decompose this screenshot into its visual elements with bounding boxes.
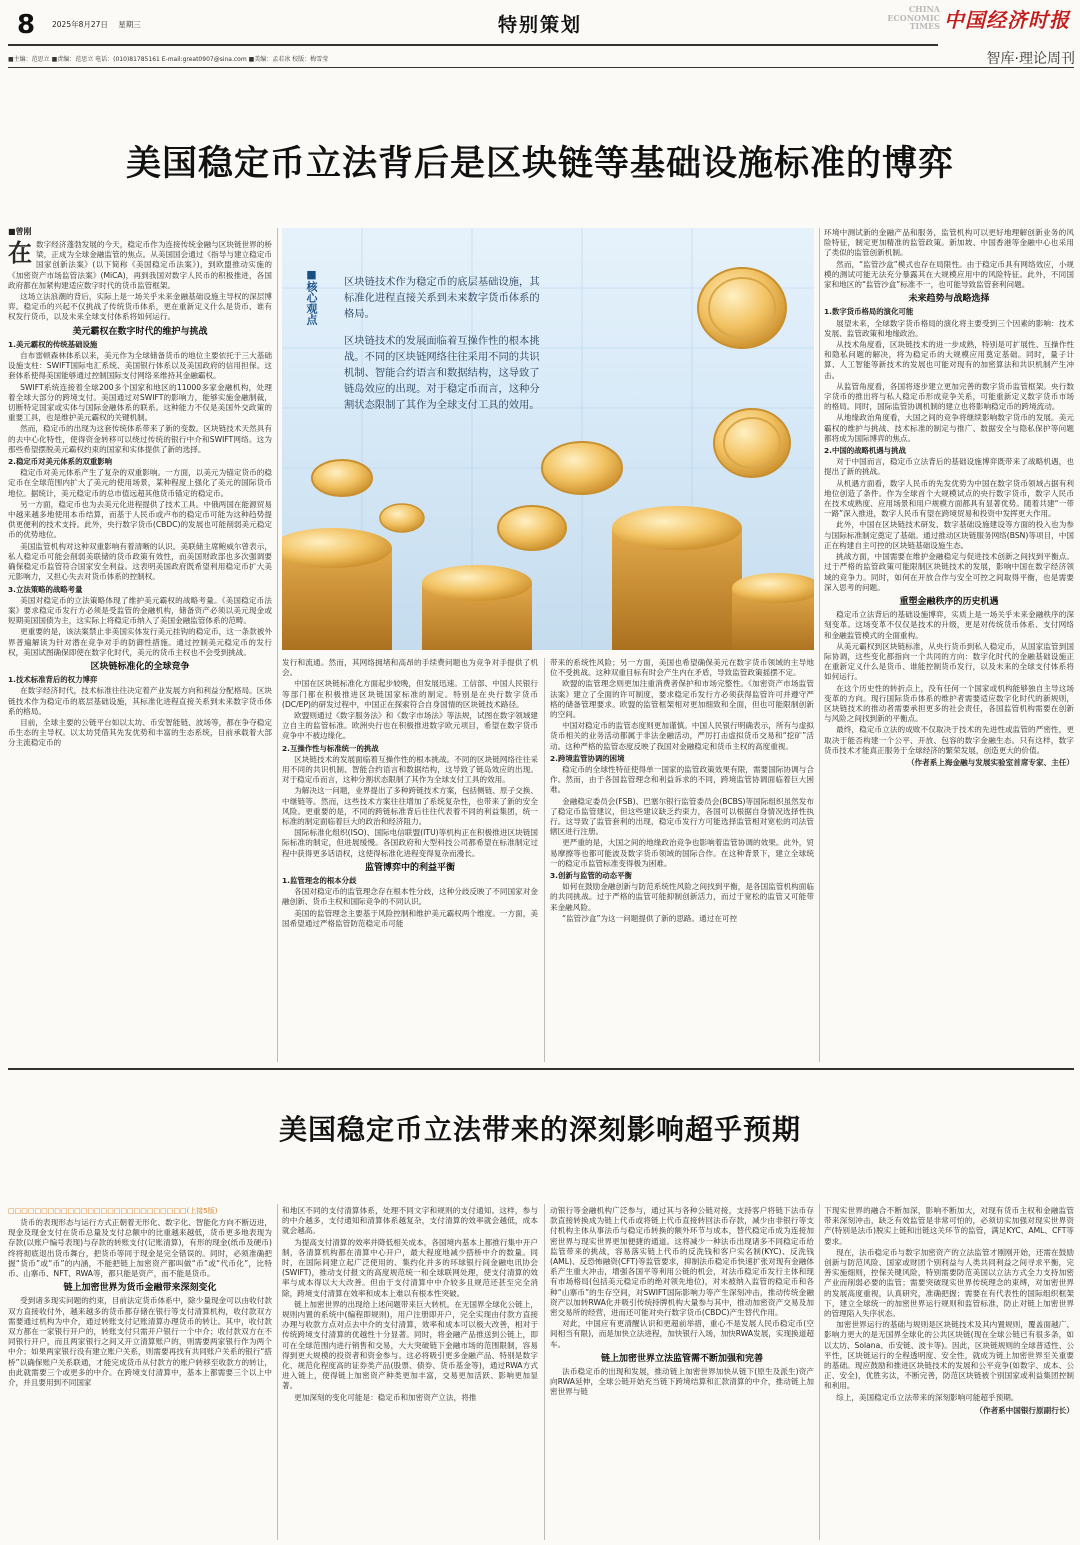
paragraph: 现在，法币稳定币与数字加密资产的立法监管才刚刚开始，还需在鼓励创新与防范风险、国家或财团个别利益与人类共同利益之间寻求平衡，完善实施细则，控保关键风险，特别需要防范美国以立法方式全力支持加密产业而削弱必要的监管；需要突破现实世界传统理念的束缚，对加密世界的发展高度重视，认真研究，准确把握；需要在有代表性的国际组织框架下，建立全球统一的加密世界运行规则和监管标准，防止对链上加密世界的管理陷入失序状态。 [824,1247,1074,1319]
article-2-column-3 [550,1206,814,1540]
issue-date [52,19,141,30]
paragraph: 国际标准化组织(ISO)、国际电信联盟(ITU)等机构正在积极推进区块链国际标准的制定，但进展缓慢。各国政府和大型科技公司都希望在标准制定过程中获得更多话语权，这使得标准化进程变得复杂而漫长。 [282,828,538,858]
paragraph: 在这个历史性的转折点上，没有任何一个国家或机构能够独自主导这场变革的方向。现行国际货币体系的维护者需要适应数字化时代的新规则，区块链技术的推动者需要承担更多的社会责任，各国监管机构需要在创新与风险之间找到新的平衡点。 [824,683,1074,724]
paragraph: 稳定币对美元体系产生了复杂的双重影响。一方面，以美元为锚定货币的稳定币在全球范围内扩大了美元的使用场景，某种程度上强化了美元的国际货币地位。据统计，美元稳定币的总市值远超其他货币锚定的稳定币。 [8,468,272,498]
paragraph: 欧盟的监管理念则更加注重消费者保护和市场完整性。《加密资产市场监管法案》建立了全面的许可制度，要求稳定币发行方必须获得监管许可并遵守严格的储备管理要求。欧盟的监管框架相对更加细致和全面，但也可能限制创新的空间。 [550,679,814,720]
column-divider [544,658,545,1062]
article-separator [8,1068,1074,1070]
core-viewpoint-para-1: 区块链技术作为稳定币的底层基础设施，其标准化进程直接关系到未来数字货币体系的格局。 [344,276,540,321]
paragraph: 中国在区块链标准化方面起步较晚，但发展迅速。工信部、中国人民银行等部门都在积极推进区块链国家标准的制定。特别是在央行数字货币(DC/EP)的研发过程中，中国正在探索符合自身国情的区块链技术路径。 [282,679,538,709]
article-1-column-2 [282,658,538,1062]
core-viewpoint-tag [304,268,326,325]
section-heading: 重塑金融秩序的历史机遇 [899,596,999,607]
paragraph: 货币的表现形态与运行方式正朝着无形化、数字化、智能化方向不断迈进，现金及现金支付在货币总量及支付总额中的比重越来越低，货币更多地表现为存款(以账户编号表现)与存款的转账支付(记账清算)，有形的现金(纸币及硬币)终将彻底退出货币舞台，把货币等同于现金是完全错误的。同时，必须准确把握“货币”或“币”的内涵，不能把链上加密资产都叫做“币”或“代币化”，比特币、山寨币、NFT、RWA等，都只能是资产，而不能是货币。 [8,1218,272,1279]
paragraph: 欧盟则通过《数字服务法》和《数字市场法》等法规，试图在数字领域建立自主的监管标准。欧洲央行也在积极推进数字欧元项目，希望在数字货币竞争中不被边缘化。 [282,711,538,741]
paragraph: 受到诸多现实问题的约束，目前法定货币体系中，除少量现金可以由收付款双方直接收付外，越来越多的货币都存储在银行等支付清算机构，收付款双方需要通过机构为中介，通过转账支付记账清算办理货币的转让。其中，收付款双方都在一家银行开户的，转账支付只需开户银行一个中介；收付款双方在不同银行开户，而且两家银行之间又开立清算账户的，则需要两家银行作为两个中介；如果两家银行没有建立账户关系，则需要再找有共同账户关系的银行“搭桥”以确保账户关系联通，才能完成货币从付款方的账户转移至收款方的转让，由此就需要三个或更多的中介。在跨境支付清算中，基本上都需要三个以上中介，并且要用到不同国家 [8,1296,272,1388]
paragraph: 然而，“监管沙盒”模式也存在局限性。由于稳定币具有网络效应，小规模的测试可能无法充分暴露其在大规模应用中的风险特征。此外，不同国家和地区的“监管沙盒”标准不一，也可能导致监管套利问题。 [824,259,1074,290]
paragraph: 为解决这一问题，业界提出了多种跨链技术方案，包括侧链、原子交换、中继链等。然而，这些技术方案往往增加了系统复杂性，也带来了新的安全风险。更重要的是，不同的跨链标准背后往往代表着不同的利益集团，统一标准的制定面临着巨大的政治和经济阻力。 [282,786,538,827]
date-text: 2025年8月27日 [52,20,108,29]
paragraph: 此外，中国在区块链技术研发、数字基础设施建设等方面的投入也为参与国际标准制定奠定了基础。通过推动区块链服务网络(BSN)等项目，中国正在构建自主可控的区块链基础设施生态。 [824,520,1074,550]
paragraph: 区块链技术的发展面临着互操作性的根本挑战。不同的区块链网络往往采用不同的共识机制、智能合约语言和数据结构，这导致了链岛效应的出现。对于稳定币而言，这种分割状态限制了其作为全球支付工具的效用。 [282,754,538,785]
dropcap: 在 [8,240,32,267]
column-divider [544,1204,545,1540]
paragraph: 各国对稳定币的监管理念存在根本性分歧，这种分歧反映了不同国家对金融创新、货币主权和国际竞争的不同认识。 [282,887,538,907]
english-logo [876,5,940,31]
column-divider [277,1204,278,1540]
paragraph: 和地区不同的支付清算体系，处理不同文字和规则的支付通知。这样，参与的中介越多，支付通知和清算体系越复杂，支付清算的效率就会越低，成本就会越高。 [282,1206,538,1236]
paragraph: 动银行等金融机构广泛参与，通过其与各种公链对接，支持客户将链下法币存款直接转换成为链上代币或将链上代币直接转回法币存款，减少由非银行等支付机构主体从事法币与稳定币转换的额外环节与成本，替代稳定币成为连接加密世界与现实世界更加便捷的通道。这将减少一种法币出现诸多不同稳定币给监管带来的挑战，容易落实链上代币的反洗钱和客户实名制(KYC)、反洗钱(AML)、反恐怖融资(CFT)等监管要求，抑制法币稳定币快速扩张对现有金融体系产生重大冲击，增强各国平等利用公链的机会，对法币稳定币发行主体和现有市场格局(包括美元稳定币的绝对领先地位)，对未被纳入监管的稳定币和各种“山寨币”的生存空间，对SWIFT国际影响力等产生深刻冲击，推动传统金融资产以加转RWA化并吸引传统持牌机构大量参与其中，推动加密资产交易及加密交易所的经营，进而还可能对央行数字货币(CBDC)产生替代作用。 [550,1206,814,1318]
en-logo-line-2: ECONOMIC [887,12,940,23]
header-rule-2 [8,67,1074,68]
paragraph: 为提高支付清算的效率并降低相关成本，各国境内基本上都推行集中开户制，各清算机构都在清算中心开户，最大程度地减少搭桥中介的数量。同时，在国际间建立起广泛使用的、集约化并多的环球银行间金融电讯协会(SWIFT)，推动支付报文的高度规范统一和全球联网处理，使支付清算的效率与成本得以大大改善。但由于支付清算中中介较多且规范还甚至完全消除，跨境支付清算在效率和成本上难以有根本性突破。 [282,1237,538,1298]
column-divider [277,228,278,1062]
section-heading: 未来趋势与战略选择 [908,294,990,305]
subsection-heading: 2.互操作性与标准统一的挑战 [282,743,379,753]
paragraph: 环境中测试新的金融产品和服务，监管机构可以更好地理解创新业务的风险特征，制定更加精准的监管政策。新加坡、中国香港等金融中心也采用了类似的监管创新机制。 [824,228,1074,258]
paragraph: 自布雷顿森林体系以来，美元作为全球储备货币的地位主要依托于三大基础设施支柱：SWIFT国际电汇系统、美国银行体系以及美国政府的信用担保。这套体系使得美国能够通过控制国际支付网络来维持其金融霸权。 [8,351,272,381]
subsection-heading: 1.数字货币格局的演化可能 [824,307,914,317]
coin-stack-right [612,506,742,650]
column-divider [819,228,820,1062]
paragraph: 挑战方面，中国需要在维护金融稳定与促进技术创新之间找到平衡点。过于严格的监管政策可能限制区块链技术的发展，影响中国在数字经济领域的竞争力。同时，如何在开放合作与安全可控之间取得平衡，也是需要深入思考的问题。 [824,552,1074,592]
column-divider [819,1204,820,1540]
core-viewpoint-text [344,274,544,414]
paragraph: 从技术角度看，区块链技术的进一步成熟，特别是可扩展性、互操作性和隐私问题的解决，将为稳定币的大规模应用奠定基础。同时，量子计算、人工智能等新技术的发展也可能对现有的加密算法和共识机制产生冲击。 [824,340,1074,380]
subsection-heading: 1.技术标准背后的权力博弈 [8,675,98,685]
core-viewpoint-tag-text: ■核心观点 [305,268,318,325]
paragraph: 法币稳定币的出现和发展，推动链上加密世界加快从链下(原生及派生)资产向RWA延伸，全球公链开始充当链下跨境结算和汇款清算的中介，推动链上加密世界与链 [550,1367,814,1397]
section-heading: 链上加密世界立法监管需不断加强和完善 [600,1353,763,1364]
article-2-column-2 [282,1206,538,1540]
paragraph: 这场立法浪潮的背后，实际上是一场关乎未来金融基础设施主导权的深层博弈。稳定币的兴起不仅挑战了传统货币体系，更在重新定义什么是货币、谁有权发行货币，以及未来全球支付体系将如何运行。 [8,292,272,322]
supplement-title: 智库·理论周刊 [986,51,1075,67]
subsection-heading: 1.美元霸权的传统基础设施 [8,339,98,349]
paragraph: 更加深刻的变化可能是：稳定币和加密资产立法，将推 [294,1392,477,1402]
paragraph: SWIFT系统连接着全球200多个国家和地区的11000多家金融机构，处理着全球大部分的跨境支付。美国通过对SWIFT的影响力，能够实施金融制裁，切断特定国家或实体与国际金融体系的联系。这种能力不仅是美国外交政策的重要工具，也是维护美元霸权的关键机制。 [8,382,272,423]
paragraph: 加密世界运行的基础与规则是区块链技术及其内置规则，覆盖面越广、影响力更大的是无国界全球化的公共区块链(现在全球公链已有很多条，如以太坊、Solana、币安链、波卡等)。因此，区块链规则的全球普适性、公平性，区块链运行的全程透明度、安全性，就成为链上加密世界至关重要的基础。现应鼓励和推进区块链技术的发展和公平竞争(如数字、成本、公正、安全)，优胜劣汰，不断完善，防范区块链被个别国家或利益集团控制和利用。 [824,1320,1074,1391]
author-note: （作者系中国银行原副行长） [975,1405,1074,1415]
paragraph: 从机遇方面看，数字人民币的先发优势为中国在数字货币领域占据有利地位创造了条件。作为全球首个大规模试点的央行数字货币，数字人民币在技术成熟度、应用场景和用户规模方面都具有显著优势。随着共建“一带一路”深入推进，数字人民币有望在跨境贸易和投资中发挥更大作用。 [824,478,1074,519]
paragraph: 综上，美国稳定币立法带来的深刻影响可能超乎预期。 [836,1392,1019,1402]
newspaper-logo: 中国经济时报 [944,8,1070,32]
section-title: 特别策划 [497,14,582,36]
core-viewpoint-illustration [282,228,814,650]
paragraph: 稳定币的全球性特征使得单一国家的监管政策效果有限，需要国际协调与合作。然而，由于各国监管理念和利益诉求的不同，跨境监管协调面临着巨大困难。 [550,765,814,795]
article-1-column-3 [550,658,814,1062]
paragraph: 中国对稳定币的监管态度则更加谨慎。中国人民银行明确表示，所有与虚拟货币相关的业务活动都属于非法金融活动，严厉打击虚拟货币交易和“挖矿”活动。这种严格的监管态度反映了我国对金融稳定和货币主权的高度重视。 [550,721,814,751]
header-rule [8,44,938,46]
paragraph: 带来的系统性风险；另一方面，美国也希望确保美元在数字货币领域的主导地位不受挑战。这种双重目标有时会产生内在矛盾，导致监管政策摇摆不定。 [550,658,814,678]
article-1-column-4 [824,228,1074,1062]
subsection-heading: 3.创新与监管的动态平衡 [550,871,632,881]
en-logo-line-3: TIMES [909,21,940,31]
subsection-heading: 1.监管理念的根本分歧 [282,876,357,886]
credits-bar: ■主编：范思立 ■责编：范思立 电话：(010)81785161 E-mail:great0907@sina.com ■美编：孟若冰 校版：梅雪莹 [8,56,329,63]
article-2-column-1 [8,1218,272,1540]
core-viewpoint-para-2: 区块链技术的发展面临着互操作性的根本挑战。不同的区块链网络往往采用不同的共识机制、智能合约语言和数据结构，这导致了链岛效应的出现。对于稳定币而言，这种分割状态限制了其作为全球支付工具的效用。 [344,334,540,412]
subsection-heading: 2.跨境监管协调的困境 [550,753,625,763]
paragraph: 对此，中国应有更清醒认识和更超前举措，重心不是发展人民币稳定币(空间相当有限)，而是加快立法进程，加快银行入场，加快RWA发展，实现换道超车。 [550,1319,814,1349]
subsection-heading: 2.稳定币对美元体系的双重影响 [8,457,113,467]
paragraph: 发行和流通。然而，其网络拥堵和高昂的手续费问题也为竞争对手提供了机会。 [282,658,538,678]
paragraph: 更重要的是，该法案禁止非美国实体发行美元挂钩的稳定币，这一条款被外界普遍解读为针对潜在竞争对手的防御性措施。通过控制美元稳定币的发行权，美国试图确保即使在数字化时代，美元的货币主权也不会受到挑战。 [8,627,272,657]
paragraph: “监管沙盒”为这一问题提供了新的思路。通过在可控 [562,913,738,923]
paragraph: 从监管角度看，各国将逐步建立更加完善的数字货币监管框架。央行数字货币的推出将与私人稳定币形成竞争关系，可能重新定义数字货币市场的格局。同时，国际监管协调机制的建立也将影响稳定币的跨境流动。 [824,381,1074,412]
paragraph: 如何在鼓励金融创新与防范系统性风险之间找到平衡，是各国监管机构面临的共同挑战。过于严格的监管可能抑制创新活力，而过于宽松的监管又可能带来金融风险。 [550,882,814,912]
paragraph: 在数字经济时代，技术标准往往决定着产业发展方向和利益分配格局。区块链技术作为稳定币的底层基础设施，其标准化进程直接关系到未来数字货币体系的格局。 [8,686,272,716]
article-1-headline: 美国稳定币立法背后是区块链等基础设施标准的博弈 [125,143,954,184]
article-1-column-1 [8,240,272,1062]
paragraph: 从美元霸权到区块链标准，从央行货币到私人稳定币，从国家监管到国际协调，这些变化都指向一个共同的方向：数字化时代的金融基础设施正在重新定义什么是货币、谁能控制货币发行，以及未来的全球支付体系将如何运行。 [824,641,1074,682]
subsection-heading: 3.立法策略的战略考量 [8,584,83,594]
section-heading: 链上加密世界为货币金融带来深刻变化 [63,1283,217,1294]
coin-stack-left [282,528,392,650]
coin-stack-mid [422,565,532,650]
article-2-byline: □□□□□□□□□□□□□□□□□□□□□□□□□□□(上接5版) [8,1207,218,1215]
paragraph: 展望未来，全球数字货币格局的演化将主要受到三个因素的影响：技术发展、监管政策和地缘政治。 [824,318,1074,338]
paragraph: 金融稳定委员会(FSB)、巴塞尔银行监管委员会(BCBS)等国际组织虽然发布了稳定币监管建议，但这些建议缺乏约束力，各国可以根据自身情况选择性执行。这导致了监管套利的出现，稳定币发行方可能选择监管相对宽松的司法管辖区进行注册。 [550,796,814,837]
author-note: （作者系上海金融与发展实验室首席专家、主任） [906,757,1074,767]
article-2-column-4 [824,1206,1074,1540]
section-heading: 监管博弈中的利益平衡 [364,862,455,873]
article-1-byline: ■曾刚 [8,227,32,236]
coin-stack-far-right [732,573,814,650]
paragraph: 然而，稳定币的出现为这套传统体系带来了新的变数。区块链技术天然具有的去中心化特性，使得资金转移可以绕过传统的银行中介和SWIFT网络。这为那些希望摆脱美元霸权约束的国家和实体提供了新的选择。 [8,424,272,454]
paragraph: 美国对稳定币的立法策略体现了维护美元霸权的战略考量。《美国稳定币法案》要求稳定币发行方必须是受监管的金融机构，储备资产必须以美元现金或短期美国国债为主，这实际上将稳定币纳入了美国金融监管体系的范畴。 [8,595,272,626]
page-number: 8 [16,10,36,40]
en-logo-line-1: CHINA [908,4,940,14]
weekday-text: 星期三 [118,20,141,29]
paragraph: 最终，稳定币立法的成败不仅取决于技术的先进性或监管的严密性，更取决于能否构建一个公平、开放、包容的数字金融生态。只有这样，数字货币技术才能真正服务于全球经济的繁荣发展，创造更大的价值。 [824,725,1074,755]
paragraph: 从地缘政治角度看，大国之间的竞争将继续影响数字货币的发展。美元霸权的维护与挑战、技术标准的制定与推广、数据安全与隐私保护等问题都将成为国际博弈的焦点。 [824,413,1074,443]
intro-paragraph: 数字经济蓬勃发展的今天，稳定币作为连接传统金融与区块链世界的桥梁，正成为全球金融监管的焦点。从美国国会通过《指导与建立稳定币国家创新法案》(以下简称《美国稳定币法案》)，到欧盟推动实施的《加密资产市场监管法案》(MiCA)，再到我国对数字人民币的积极推进，各国政府都在加紧构建适应数字时代的货币监管框架。 [8,240,272,290]
paragraph: 美国的监管理念主要基于风险控制和维护美元霸权两个维度。一方面，美国希望通过严格监管防范稳定币可能 [282,908,538,928]
paragraph: 下现实世界的融合不断加深，影响不断加大，对现有货币主权和金融监管带来深刻冲击，缺乏有效监管是非常可怕的，必须切实加强对现实世界资产(特别是法币)脱实上链和出链这关环节的监管，满足KYC、AML、CFT等要求。 [824,1206,1074,1246]
paragraph: 目前，全球主要的公链平台如以太坊、币安智能链、波场等，都在争夺稳定币生态的主导权。以太坊凭借其先发优势和丰富的生态系统，目前承载着大部分主流稳定币的 [8,717,272,748]
paragraph: 链上加密世界的出现给上述问题带来巨大转机。在无国界全球化公链上，规则内置的系统中(编程即规则)，用户注册即开户，完全实现由付款方直接办理与收款方点对点去中介的支付清算，效率和成本可以极大改善，相对于传统跨境支付清算的优越性十分显著。同时，将金融产品推送到公链上，即可在全球范围内进行销售和交易，大大突破链下金融市场的范围限制，容易得到更大规模的投资者和资金参与。这必将吸引更多金融产品、特别是数字化、规范化程度高的证券类产品(股票、债券、货币基金等)，通过RWA方式进入链上，使得链上加密资产种类更加丰富，交易更加活跃、影响更加显著。 [282,1299,538,1391]
paragraph: 对于中国而言，稳定币立法背后的基础设施博弈既带来了战略机遇，也提出了新的挑战。 [824,457,1074,477]
paragraph: 更严重的是，大国之间的地缘政治竞争也影响着监管协调的效果。此外，贸易摩擦等也都可能波及数字货币领域的国际合作。在这种背景下，建立全球统一的稳定币监管标准变得极为困难。 [550,838,814,868]
section-heading: 美元霸权在数字时代的维护与挑战 [72,326,208,337]
subsection-heading: 2.中国的战略机遇与挑战 [824,446,906,456]
paragraph: 美国监管机构对这种双重影响有着清晰的认识。美联储主席鲍威尔曾表示，私人稳定币可能会削弱美联储的货币政策有效性，而美国财政部也多次强调要确保稳定币监管符合国家安全利益。这表明美国政府既希望利用稳定币扩大美元影响力，又担心失去对货币体系的控制权。 [8,541,272,582]
paragraph: 稳定币立法背后的基础设施博弈，实质上是一场关乎未来金融秩序的深刻变革。这场变革不仅仅是技术的升级，更是对传统货币体系、支付网络和金融监管模式的全面重构。 [824,610,1074,640]
paragraph: 另一方面，稳定币也为去美元化进程提供了技术工具。中俄两国在能源贸易中越来越多地使用本币结算，而基于人民币或卢布的稳定币可能为这种趋势提供更便利的技术支持。此外，央行数字货币(CBDC)的发展也可能削弱美元稳定币的优势地位。 [8,499,272,540]
article-2-headline: 美国稳定币立法带来的深刻影响超乎预期 [278,1113,801,1146]
section-heading: 区块链标准化的全球竞争 [90,661,190,672]
